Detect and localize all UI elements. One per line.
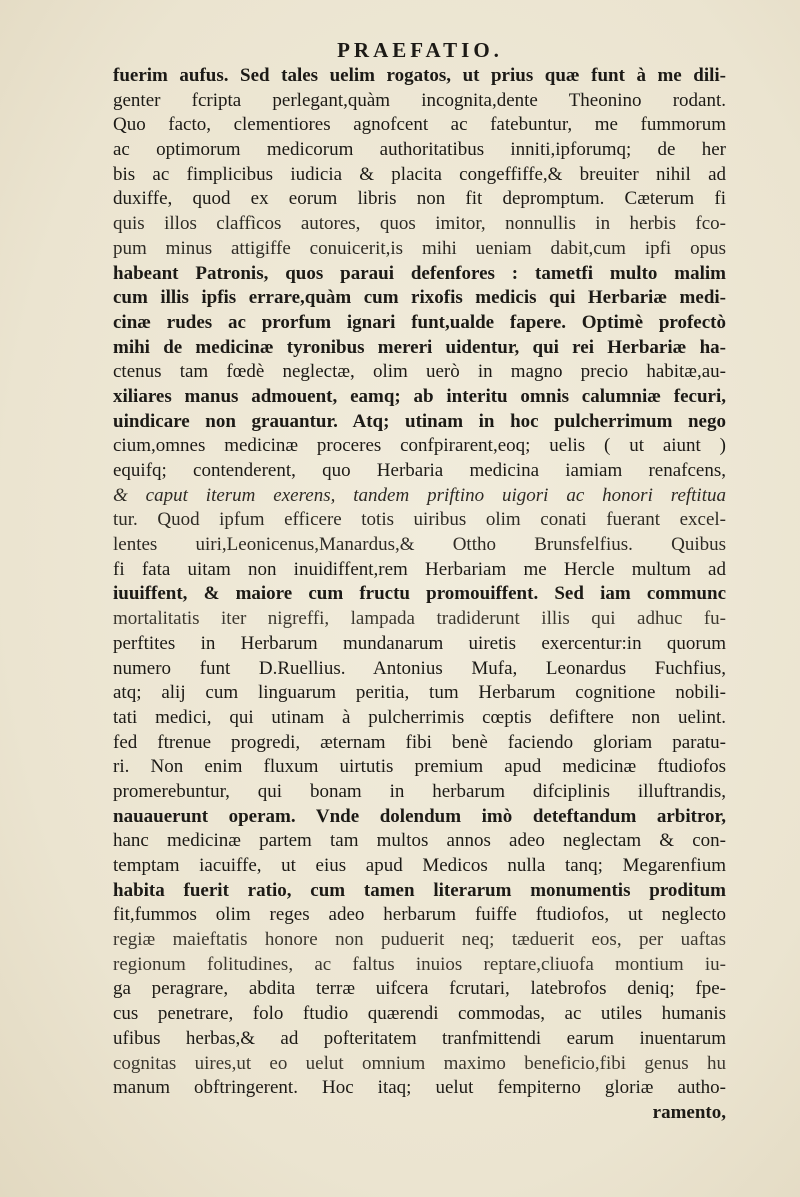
text-line: fuerim aufus. Sed tales uelim rogatos, ut prius quæ funt à me dili- bbox=[113, 65, 726, 86]
text-line: tur. Quod ipfum efficere totis uiribus olim conati fuerant excel- bbox=[113, 509, 726, 531]
text-line: xiliares manus admouent, eamq; ab interitu omnis calumniæ fecuri, bbox=[113, 385, 726, 407]
text-line: habeant Patronis, quos paraui defenfores : tametfi multo malim bbox=[113, 262, 726, 284]
text-line: tati medici, qui utinam à pulcherrimis cœptis defiftere non uelint. bbox=[113, 706, 726, 728]
body-text bbox=[113, 64, 726, 1126]
text-line: uindicare non grauantur. Atq; utinam in hoc pulcherrimum nego bbox=[113, 410, 726, 432]
text-line: mihi de medicinæ tyronibus mereri uidentur, qui rei Herbariæ ha- bbox=[113, 336, 726, 358]
text-line: ctenus tam fœdè neglectæ, olim uerò in magno precio habitæ,au- bbox=[113, 361, 726, 383]
text-line: equifq; contenderent, quo Herbaria medicina iamiam renafcens, bbox=[113, 460, 726, 481]
text-line: hanc medicinæ partem tam multos annos adeo neglectam & con- bbox=[113, 830, 726, 852]
text-line: cium,omnes medicinæ proceres confpirarent,eoq; uelis ( ut aiunt ) bbox=[113, 435, 726, 457]
text-line: cus penetrare, folo ftudio quærendi commodas, ac utiles humanis bbox=[113, 1003, 726, 1025]
text-line: quis illos claffìcos autores, quos imitor, nonnullis in herbis fco- bbox=[113, 213, 726, 235]
text-line: promerebuntur, qui bonam in herbarum difciplinis illuftrandis, bbox=[113, 780, 726, 802]
text-line: fi fata uitam non inuidiffent,rem Herbariam me Hercle multum ad bbox=[113, 558, 726, 580]
text-line: lentes uiri,Leonicenus,Manardus,& Ottho Brunsfelfius. Quibus bbox=[113, 534, 726, 556]
text-line: cinæ rudes ac prorfum ignari funt,ualde fapere. Optimè profectò bbox=[113, 311, 726, 333]
text-line: fit,fummos olim reges adeo herbarum fuiffe ftudiofos, ut neglecto bbox=[113, 904, 726, 926]
text-line: numero funt D.Ruellius. Antonius Mufa, Leonardus Fuchfius, bbox=[113, 657, 726, 679]
text-line: nauauerunt operam. Vnde dolendum imò deteftandum arbitror, bbox=[113, 805, 726, 827]
text-line: cum illis ipfis errare,quàm cum rixofis medicis qui Herbariæ medi- bbox=[113, 287, 726, 309]
text-line: mortalitatis iter nigreffi, lampada tradiderunt illis qui adhuc fu- bbox=[113, 608, 726, 630]
text-line: temptam iacuiffe, ut eius apud Medicos nulla tanq; Megarenfium bbox=[113, 855, 726, 876]
text-line: ri. Non enim fluxum uirtutis premium apud medicinæ ftudiofos bbox=[113, 756, 726, 778]
text-line: pum minus attigiffe conuicerit,is mihi ueniam dabit,cum ipfi opus bbox=[113, 237, 726, 259]
text-line: Quo facto, clementiores agnofcent ac fatebuntur, me fummorum bbox=[113, 114, 726, 136]
text-line: cognitas uires,ut eo uelut omnium maximo beneficio,fibi genus hu bbox=[113, 1052, 726, 1074]
text-line: atq; alij cum linguarum peritia, tum Herbarum cognitione nobili- bbox=[113, 682, 726, 704]
text-line: regionum folitudines, ac faltus inuios reptare,cliuofa montium iu- bbox=[113, 953, 726, 975]
text-line: ga peragrare, abdita terræ uifcera fcrutari, latebrofos deniq; fpe- bbox=[113, 978, 726, 1000]
text-line: genter fcripta perlegant,quàm incognita,dente Theonino rodant. bbox=[113, 89, 726, 111]
text-line: regiæ maieftatis honore non puduerit neq; tæduerit eos, per uaftas bbox=[113, 929, 726, 951]
text-line: & caput iterum exerens, tandem priftino uigori ac honori reftitua bbox=[113, 484, 726, 506]
text-line: manum obftringerent. Hoc itaq; uelut fempiterno gloriæ autho- bbox=[113, 1077, 726, 1099]
text-line: ac optimorum medicorum authoritatibus inniti,ipforumq; de her bbox=[113, 139, 726, 161]
text-line: iuuiffent, & maiore cum fructu promouiffent. Sed iam communc bbox=[113, 583, 726, 605]
text-line: ufibus herbas,& ad pofteritatem tranfmittendi earum inuentarum bbox=[113, 1027, 726, 1049]
text-line: ramento, bbox=[652, 1101, 726, 1123]
page-header: PRAEFATIO. bbox=[337, 38, 503, 62]
text-line: bis ac fimplicibus iudicia & placita congeffiffe,& breuiter nihil ad bbox=[113, 163, 726, 185]
text-line: perftites in Herbarum mundanarum uiretis exercentur:in quorum bbox=[113, 632, 726, 654]
text-line: habita fuerit ratio, cum tamen literarum monumentis proditum bbox=[113, 879, 726, 901]
text-line: duxiffe, quod ex eorum libris non fit depromptum. Cæterum fi bbox=[113, 188, 726, 210]
text-line: fed ftrenue progredi, æternam fibi benè faciendo gloriam paratu- bbox=[113, 731, 726, 753]
